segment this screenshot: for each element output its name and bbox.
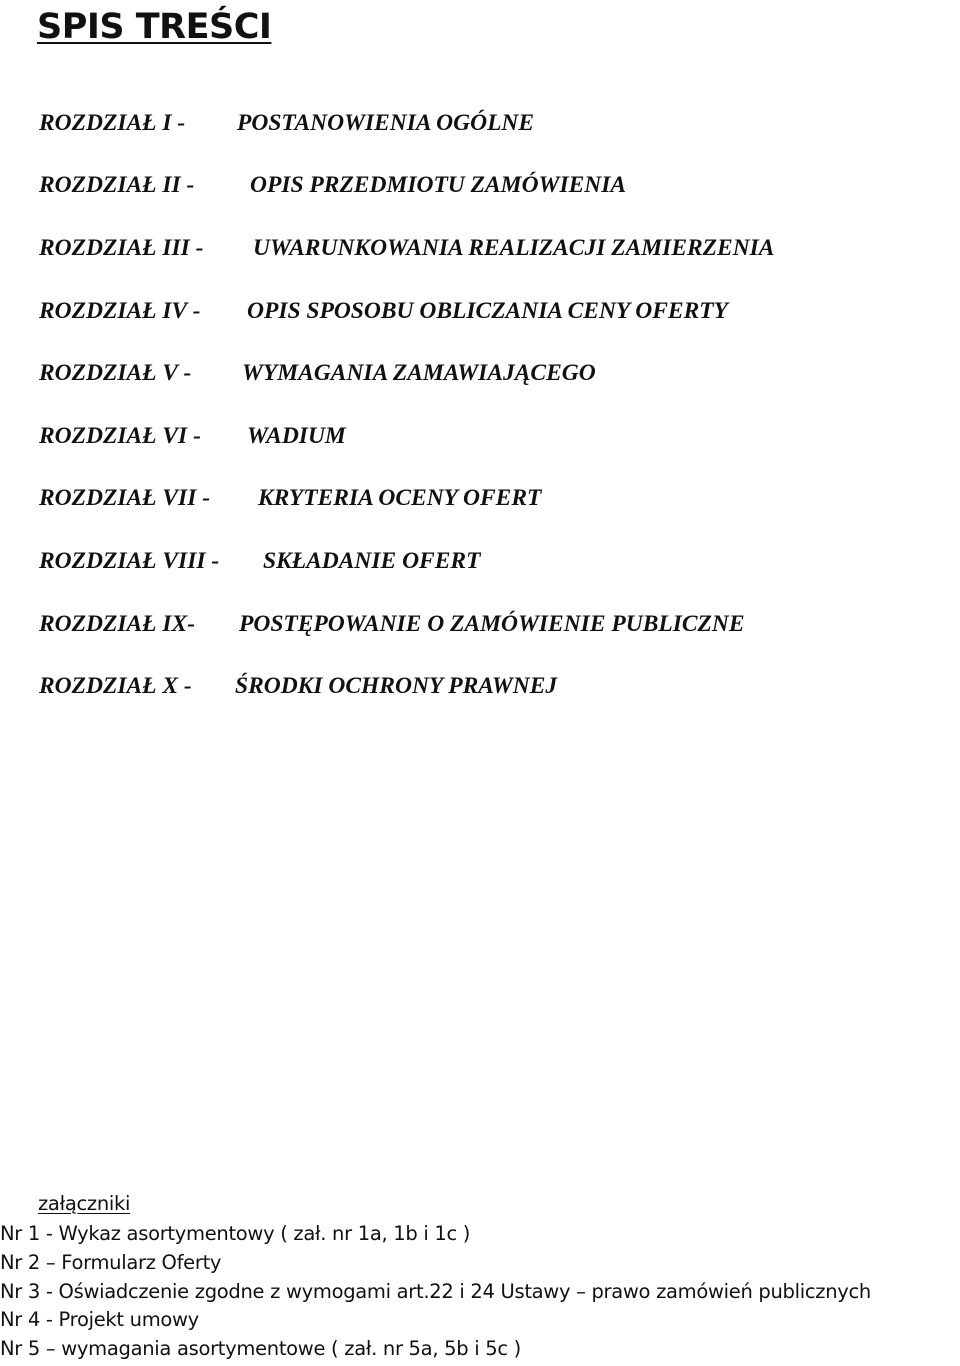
chapter-number: ROZDZIAŁ VIII - — [39, 547, 220, 574]
chapter-number: ROZDZIAŁ V - — [39, 360, 192, 387]
toc-entry-chapter-1 — [39, 92, 775, 155]
toc-entry-chapter-5 — [39, 342, 775, 405]
attachments-list — [0, 1220, 871, 1364]
chapter-number: ROZDZIAŁ X - — [39, 673, 192, 700]
chapter-title: POSTĘPOWANIE O ZAMÓWIENIE PUBLICZNE — [239, 610, 745, 637]
attachment-item: Nr 1 - Wykaz asortymentowy ( zał. nr 1a, 1b i 1c ) — [0, 1222, 471, 1245]
toc-entry-chapter-7 — [39, 468, 775, 531]
chapter-title: POSTANOWIENIA OGÓLNE — [237, 109, 535, 136]
chapter-title: OPIS SPOSOBU OBLICZANIA CENY OFERTY — [247, 297, 728, 324]
chapter-title: UWARUNKOWANIA REALIZACJI ZAMIERZENIA — [253, 234, 775, 261]
chapter-number: ROZDZIAŁ IX- — [39, 610, 196, 637]
chapter-title: KRYTERIA OCENY OFERT — [258, 485, 542, 512]
chapter-number: ROZDZIAŁ IV - — [39, 297, 201, 324]
chapter-number: ROZDZIAŁ VI - — [39, 422, 201, 449]
attachment-item: Nr 5 – wymagania asortymentowe ( zał. nr 5a, 5b i 5c ) — [0, 1337, 521, 1361]
attachment-item: Nr 2 – Formularz Oferty — [0, 1250, 222, 1274]
chapter-number: ROZDZIAŁ II - — [39, 172, 195, 199]
chapter-number: ROZDZIAŁ I - — [39, 109, 186, 136]
toc-entry-chapter-4 — [39, 280, 775, 343]
toc-entry-chapter-9 — [39, 593, 775, 656]
chapter-title: WYMAGANIA ZAMAWIAJĄCEGO — [242, 360, 596, 387]
toc-entry-chapter-6 — [39, 405, 775, 468]
attachments-section — [0, 1187, 871, 1364]
attachment-item: Nr 3 - Oświadczenie zgodne z wymogami art.22 i 24 Ustawy – prawo zamówień publicznych — [0, 1279, 871, 1303]
chapter-title: OPIS PRZEDMIOTU ZAMÓWIENIA — [250, 172, 627, 199]
toc-entry-chapter-8 — [39, 530, 775, 593]
toc-entry-chapter-10 — [39, 655, 775, 718]
attachment-item: Nr 4 - Projekt umowy — [0, 1308, 199, 1332]
chapter-title: ŚRODKI OCHRONY PRAWNEJ — [235, 673, 558, 700]
toc-entry-chapter-3 — [39, 217, 775, 280]
table-of-contents — [39, 92, 775, 718]
chapter-number: ROZDZIAŁ III - — [39, 234, 204, 261]
attachments-heading: załączniki — [38, 1192, 131, 1215]
toc-entry-chapter-2 — [39, 155, 775, 218]
page-title: SPIS TREŚCI — [37, 7, 272, 47]
chapter-title: SKŁADANIE OFERT — [263, 547, 481, 574]
chapter-title: WADIUM — [247, 422, 346, 449]
chapter-number: ROZDZIAŁ VII - — [39, 485, 211, 512]
